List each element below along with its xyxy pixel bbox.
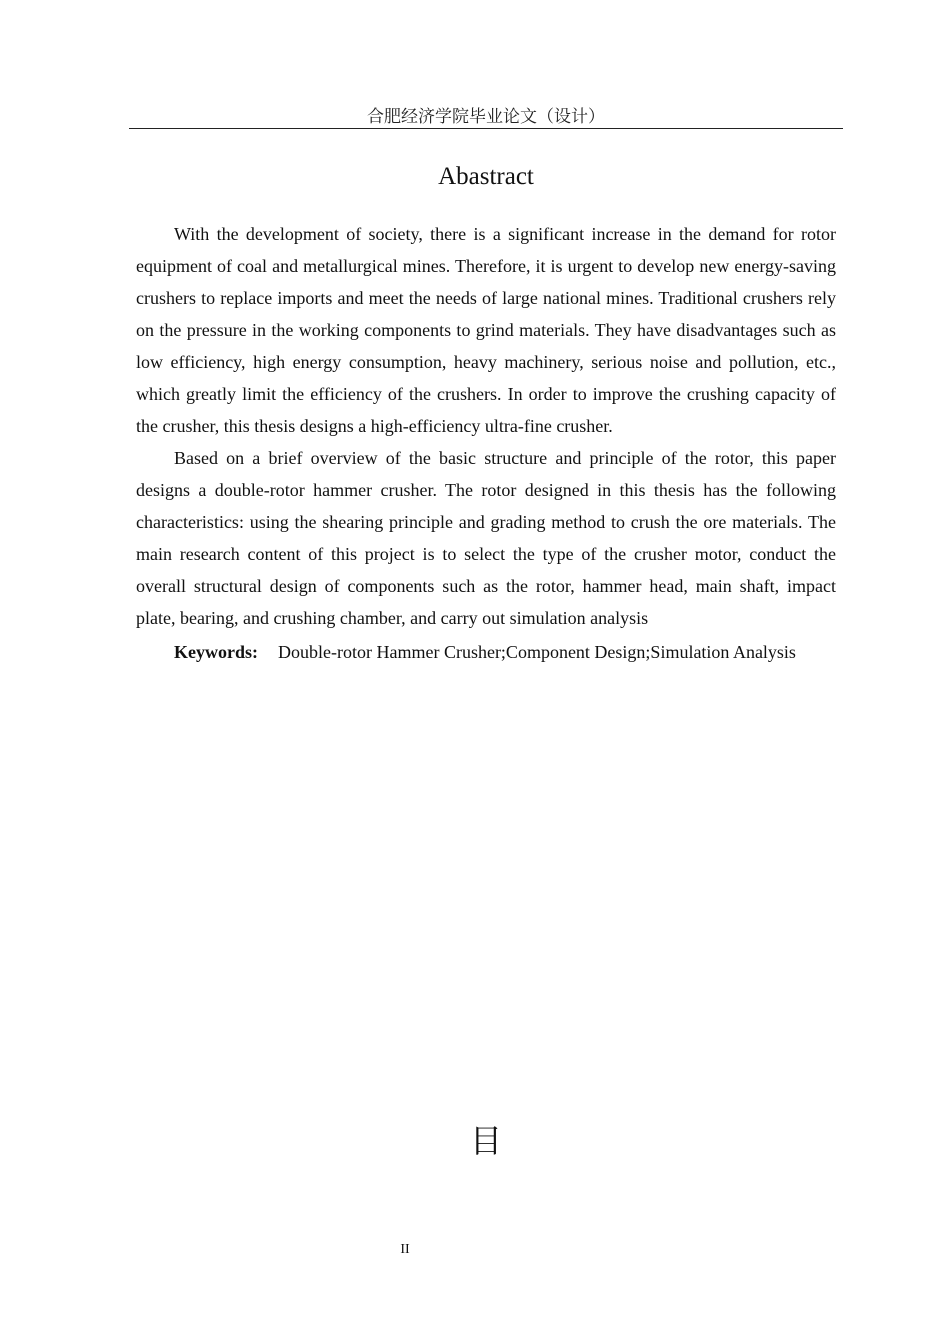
abstract-paragraph-2: Based on a brief overview of the basic structure and principle of the rotor, this paper designs a double-rotor hammer crusher. The rotor designed in this thesis has the following characteristics: using the shearing principle and grading method to crush the ore materials. The main research content of this project is to select the type of the crusher motor, conduct the overall structural design of components such as the rotor, hammer head, main shaft, impact plate, bearing, and crushing chamber, and carry out simulation analysis	[136, 448, 836, 628]
keywords-label: Keywords:	[174, 642, 258, 662]
abstract-body	[136, 218, 836, 668]
toc-heading-fragment: 目	[469, 1122, 502, 1160]
running-header: 合肥经济学院毕业论文（设计）	[367, 107, 605, 127]
keywords-value: Double-rotor Hammer Crusher;Component Design;Simulation Analysis	[278, 642, 796, 662]
page-number: II	[400, 1242, 410, 1257]
abstract-paragraph-1: With the development of society, there is a significant increase in the demand for rotor equipment of coal and metallurgical mines. Therefore, it is urgent to develop new energy-saving crushers to replace imports and meet the needs of large national mines. Traditional crushers rely on the pressure in the working components to grind materials. They have disadvantages such as low efficiency, high energy consumption, heavy machinery, serious noise and pollution, etc., which greatly limit the efficiency of the crushers. In order to improve the crushing capacity of the crusher, this thesis designs a high-efficiency ultra-fine crusher.	[136, 224, 836, 436]
abstract-heading: Abastract	[438, 163, 534, 190]
header-rule	[129, 128, 843, 129]
keywords-line	[136, 636, 836, 668]
